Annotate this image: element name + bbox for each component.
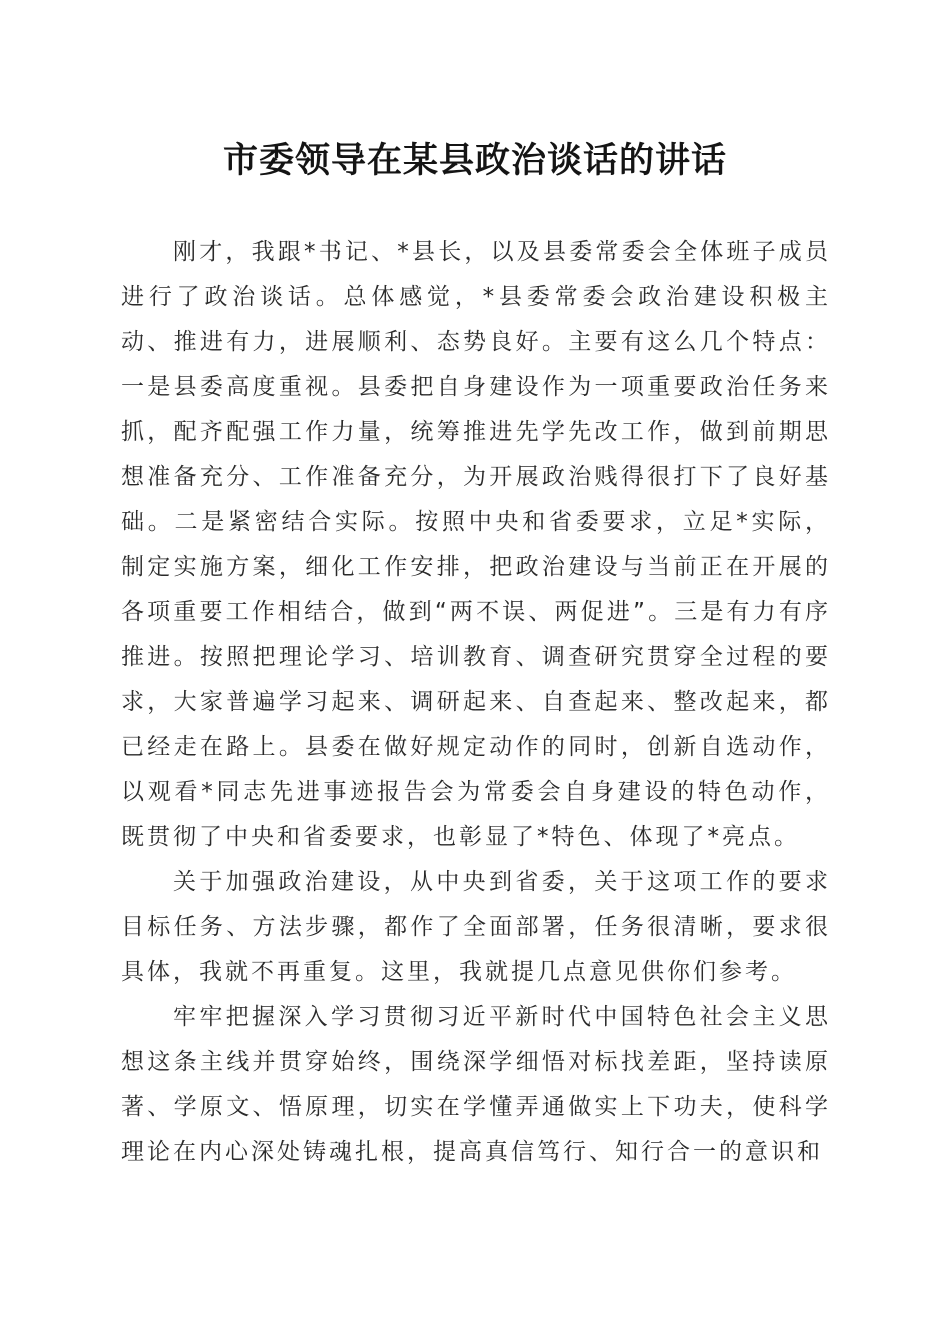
document-body [121, 230, 831, 1175]
paragraph-intro: 刚才，我跟*书记、*县长，以及县委常委会全体班子成员进行了政治谈话。总体感觉，*县委常委会政治建设积极主动、推进有力，进展顺利、态势良好。主要有这么几个特点：一是县委高度重视。县委把自身建设作为一项重要政治任务来抓，配齐配强工作力量，统筹推进先学先改工作，做到前期思想准备充分、工作准备充分，为开展政治贱得很打下了良好基础。二是紧密结合实际。按照中央和省委要求，立足*实际，制定实施方案，细化工作安排，把政治建设与当前正在开展的各项重要工作相结合，做到“两不误、两促进”。三是有力有序推进。按照把理论学习、培训教育、调查研究贯穿全过程的要求，大家普遍学习起来、调研起来、自查起来、整改起来，都已经走在路上。县委在做好规定动作的同时，创新自选动作，以观看*同志先进事迹报告会为常委会自身建设的特色动作，既贯彻了中央和省委要求，也彰显了*特色、体现了*亮点。 [121, 239, 831, 850]
page-title: 市委领导在某县政治谈话的讲话 [222, 140, 727, 181]
paragraph-first-point: 牢牢把握深入学习贯彻习近平新时代中国特色社会主义思想这条主线并贯穿始终，围绕深学细悟对标找差距，坚持读原著、学原文、悟原理，切实在学懂弄通做实上下功夫，使科学理论在内心深处铸魂扎根，提高真信笃行、知行合一的意识和 [121, 1004, 831, 1165]
paragraph-transition: 关于加强政治建设，从中央到省委，关于这项工作的要求目标任务、方法步骤，都作了全面部署，任务很清晰，要求很具体，我就不再重复。这里，我就提几点意见供你们参考。 [121, 869, 831, 985]
